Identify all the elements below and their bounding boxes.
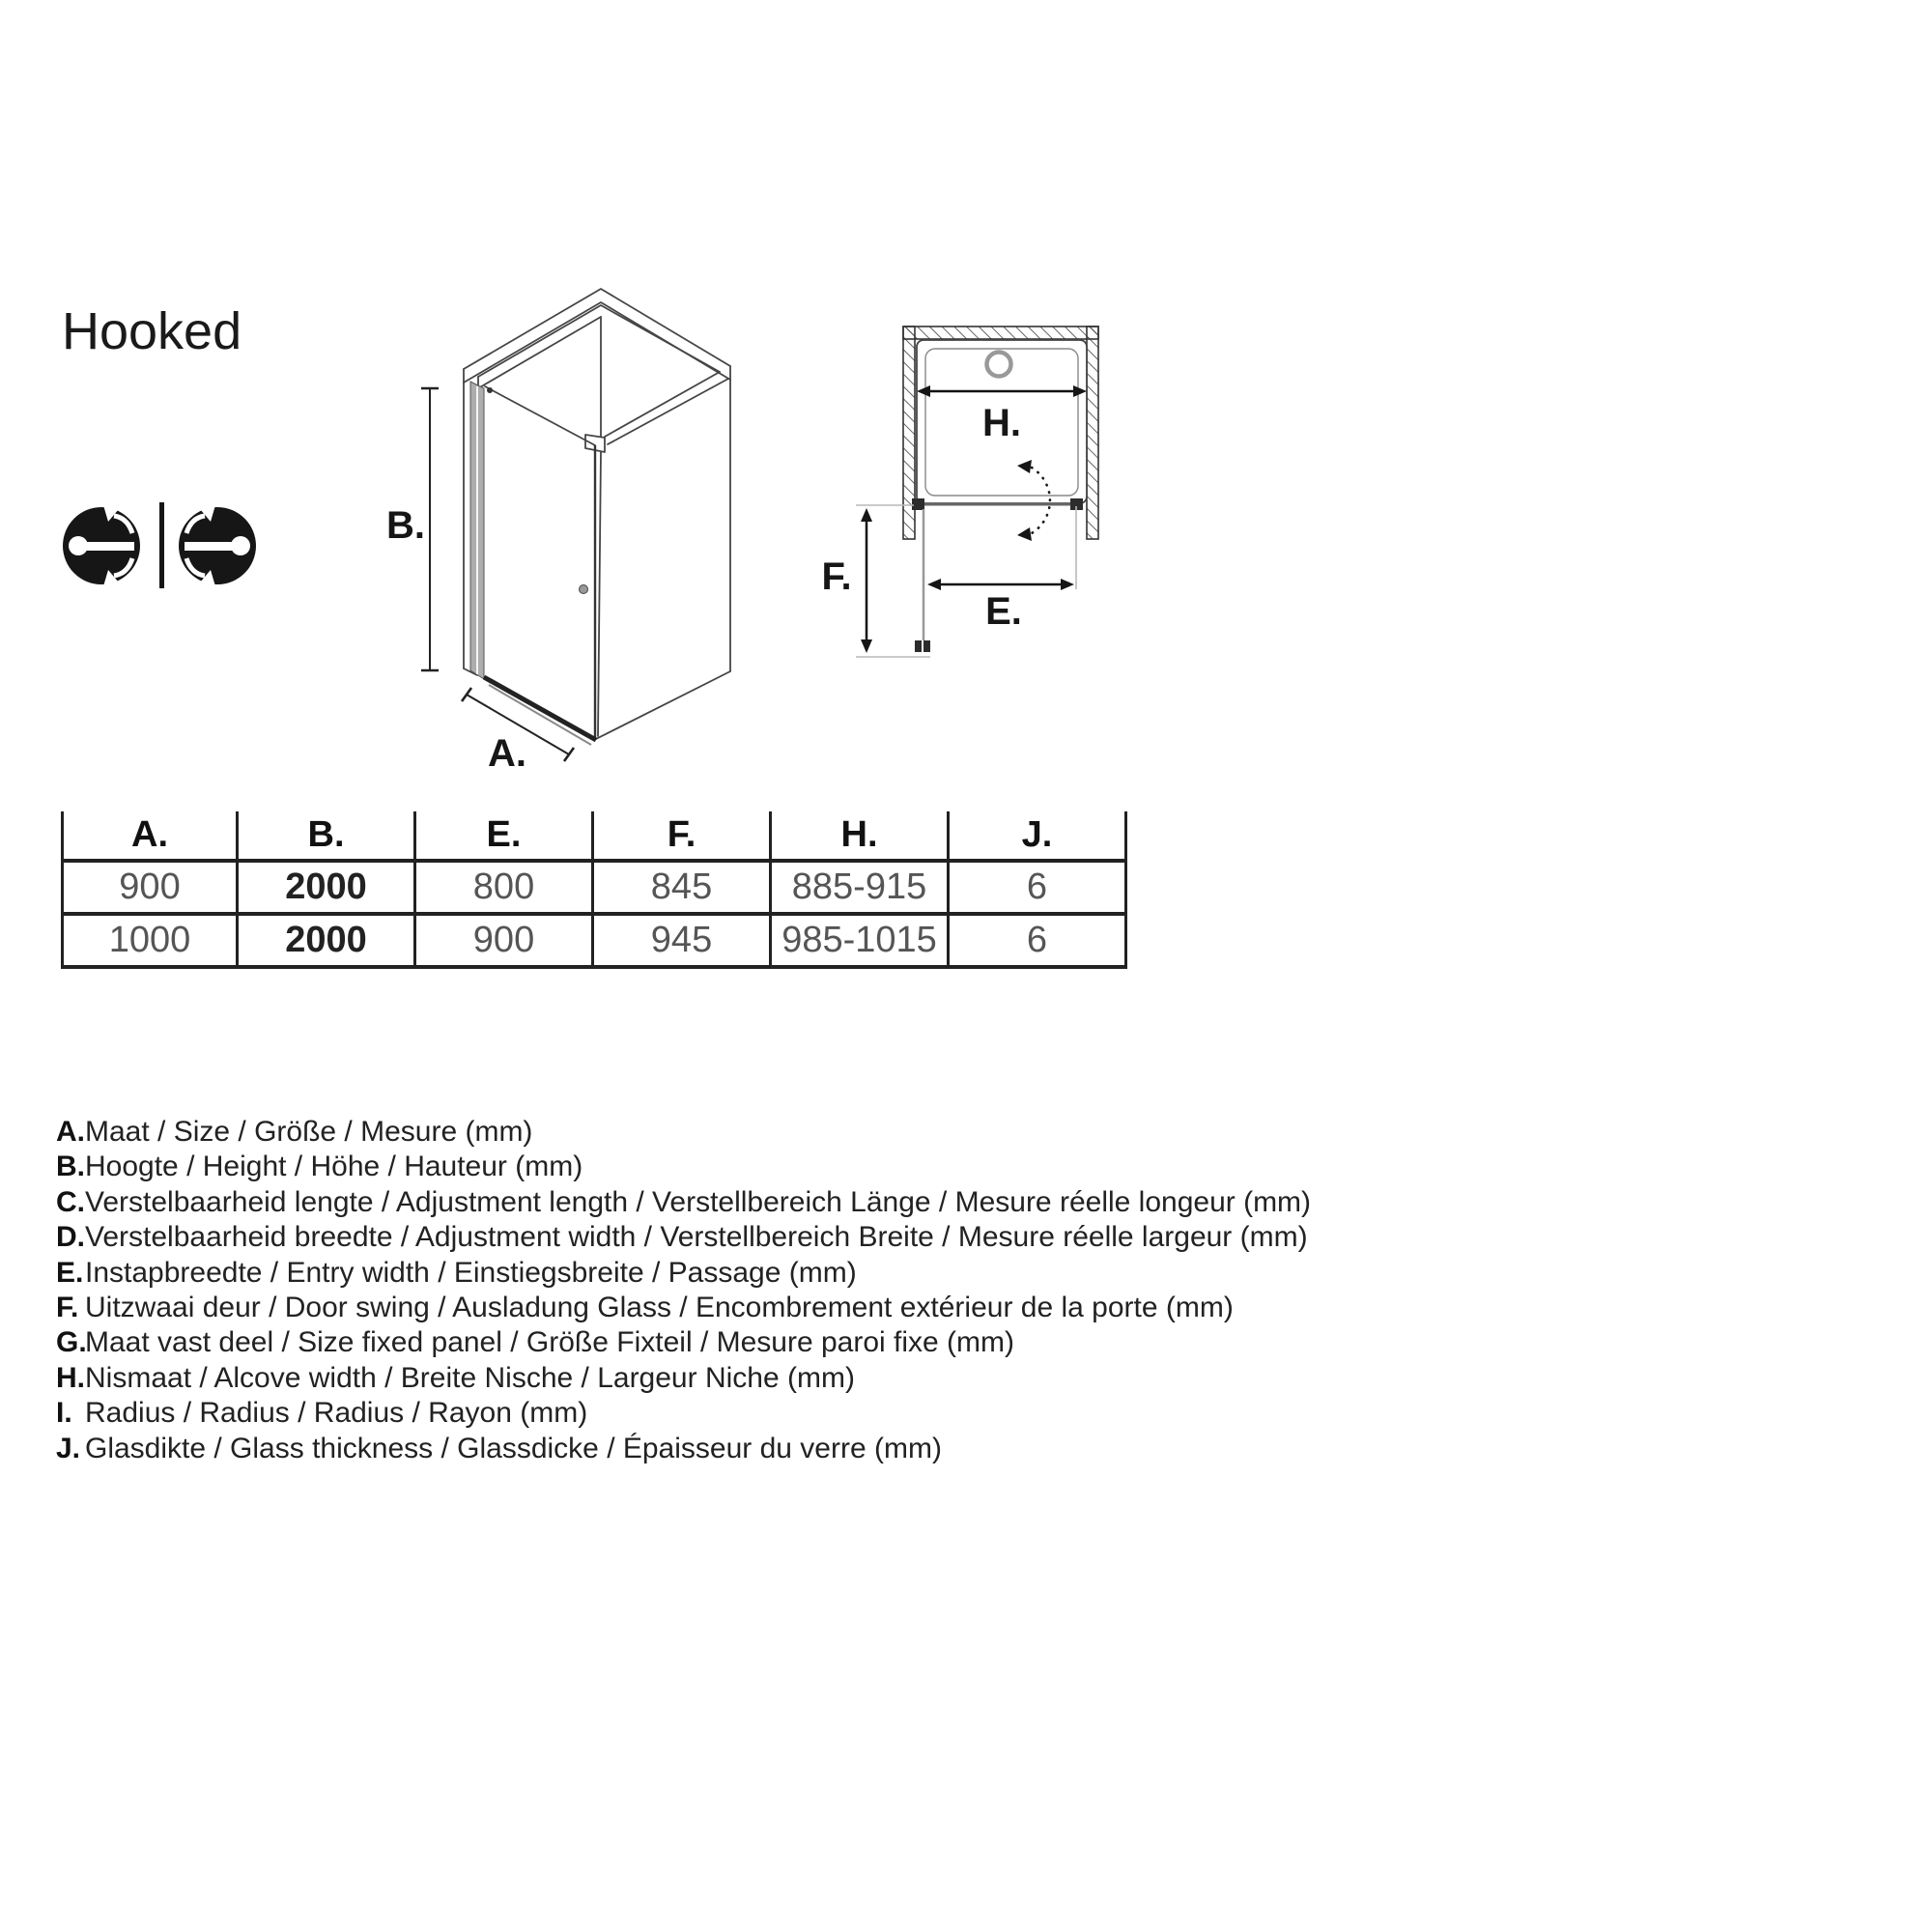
dimension-height-B bbox=[386, 388, 439, 670]
table-cell: 6 bbox=[950, 916, 1127, 969]
drain-icon bbox=[987, 353, 1011, 377]
wall-top bbox=[903, 327, 1098, 339]
legend bbox=[56, 1115, 1311, 1466]
legend-text: Maat / Size / Größe / Mesure (mm) bbox=[85, 1116, 533, 1148]
door-swing-left-icon bbox=[63, 505, 140, 586]
legend-item bbox=[56, 1220, 1311, 1255]
legend-text: Maat vast deel / Size fixed panel / Größe Fixteil / Mesure paroi fixe (mm) bbox=[85, 1326, 1015, 1359]
icon-divider bbox=[159, 502, 164, 588]
table-cell: 985-1015 bbox=[772, 916, 950, 969]
dimension-table bbox=[61, 811, 1127, 969]
door-handle-knob bbox=[580, 585, 588, 594]
legend-text: Hoogte / Height / Höhe / Hauteur (mm) bbox=[85, 1151, 583, 1183]
legend-key: A. bbox=[56, 1116, 85, 1148]
label-E: E. bbox=[985, 590, 1022, 633]
legend-item bbox=[56, 1150, 1311, 1184]
legend-item bbox=[56, 1291, 1311, 1325]
legend-text: Verstelbaarheid breedte / Adjustment width / Verstellbereich Breite / Mesure réelle largeur (mm) bbox=[85, 1221, 1308, 1254]
wall-right bbox=[1087, 327, 1098, 539]
legend-item bbox=[56, 1325, 1311, 1360]
legend-key: C. bbox=[56, 1185, 85, 1218]
table-cell: 885-915 bbox=[772, 863, 950, 916]
legend-text: Glasdikte / Glass thickness / Glassdicke / Épaisseur du verre (mm) bbox=[85, 1432, 942, 1464]
table-cell: 1000 bbox=[61, 916, 239, 969]
table-header-cell: E. bbox=[416, 811, 594, 863]
legend-text: Nismaat / Alcove width / Breite Nische / Largeur Niche (mm) bbox=[85, 1361, 855, 1394]
legend-key: F. bbox=[56, 1292, 79, 1324]
door-swing-right-icon bbox=[179, 505, 256, 586]
legend-text: Radius / Radius / Radius / Rayon (mm) bbox=[85, 1397, 588, 1430]
legend-key: B. bbox=[56, 1151, 85, 1183]
table-cell: 2000 bbox=[239, 863, 416, 916]
table-cell: 900 bbox=[416, 916, 594, 969]
legend-text: Uitzwaai deur / Door swing / Ausladung Glass / Encombrement extérieur de la porte (mm) bbox=[85, 1292, 1234, 1324]
legend-key: D. bbox=[56, 1221, 85, 1254]
legend-item bbox=[56, 1185, 1311, 1220]
plan-view-drawing bbox=[821, 327, 1098, 657]
legend-key: J. bbox=[56, 1432, 81, 1464]
legend-key: G. bbox=[56, 1326, 87, 1359]
legend-text: Instapbreedte / Entry width / Einstiegsbreite / Passage (mm) bbox=[85, 1256, 857, 1289]
page-title: Hooked bbox=[62, 302, 242, 360]
table-header-cell: F. bbox=[594, 811, 772, 863]
table-header-cell: H. bbox=[772, 811, 950, 863]
legend-key: E. bbox=[56, 1256, 84, 1289]
legend-item bbox=[56, 1115, 1311, 1150]
dimension-entry-E bbox=[927, 579, 1074, 633]
legend-text: Verstelbaarheid lengte / Adjustment length / Verstellbereich Länge / Mesure réelle longeur (mm) bbox=[85, 1185, 1312, 1218]
table-cell: 845 bbox=[594, 863, 772, 916]
dimension-door-swing-F bbox=[821, 508, 872, 653]
legend-item bbox=[56, 1361, 1311, 1396]
legend-item bbox=[56, 1432, 1311, 1466]
isometric-shower-drawing bbox=[386, 289, 730, 775]
label-A: A. bbox=[488, 732, 526, 775]
label-H: H. bbox=[982, 402, 1021, 444]
table-header-cell: J. bbox=[950, 811, 1127, 863]
table-cell: 945 bbox=[594, 916, 772, 969]
table-cell: 2000 bbox=[239, 916, 416, 969]
legend-item bbox=[56, 1256, 1311, 1291]
legend-item bbox=[56, 1396, 1311, 1431]
top-pivot-hinge bbox=[487, 387, 493, 393]
table-header-cell: B. bbox=[239, 811, 416, 863]
table-cell: 6 bbox=[950, 863, 1127, 916]
label-F: F. bbox=[821, 555, 852, 598]
legend-key: I. bbox=[56, 1397, 72, 1430]
legend-key: H. bbox=[56, 1361, 85, 1394]
table-cell: 800 bbox=[416, 863, 594, 916]
label-B: B. bbox=[386, 504, 425, 547]
table-header-cell: A. bbox=[61, 811, 239, 863]
hinge-block-left bbox=[912, 498, 924, 510]
table-cell: 900 bbox=[61, 863, 239, 916]
